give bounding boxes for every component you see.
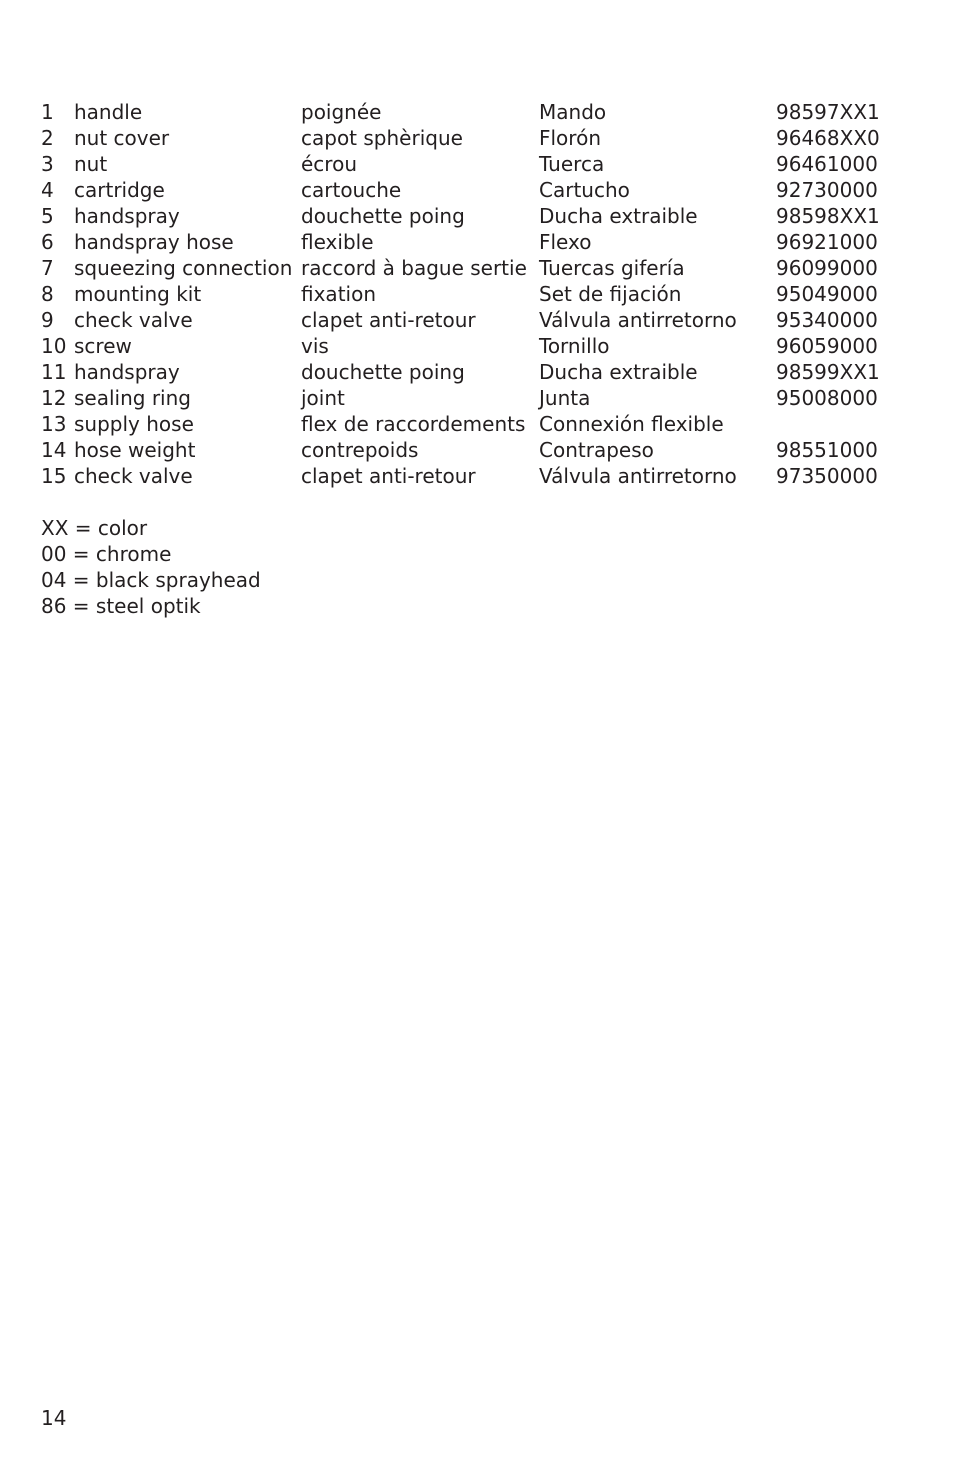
part-number: 13 <box>41 412 67 436</box>
part-name-en: handspray hose <box>74 230 234 254</box>
page-number: 14 <box>41 1406 67 1430</box>
legend-entry: XX = color <box>41 516 148 540</box>
part-row <box>41 229 921 255</box>
part-name-en: hose weight <box>74 438 196 462</box>
part-name-fr: clapet anti-retour <box>301 464 476 488</box>
part-number: 8 <box>41 282 54 306</box>
part-name-en: check valve <box>74 464 193 488</box>
part-name-fr: poignée <box>301 100 382 124</box>
part-name-en: mounting kit <box>74 282 202 306</box>
part-row <box>41 177 921 203</box>
part-name-es: Flexo <box>539 230 592 254</box>
legend-entry: 04 = black sprayhead <box>41 568 261 592</box>
part-number: 15 <box>41 464 67 488</box>
part-name-en: sealing ring <box>74 386 191 410</box>
part-name-es: Ducha extraible <box>539 204 698 228</box>
part-number: 2 <box>41 126 54 150</box>
legend-entry: 86 = steel optik <box>41 594 201 618</box>
part-name-en: screw <box>74 334 132 358</box>
part-number: 5 <box>41 204 54 228</box>
part-name-es: Florón <box>539 126 601 150</box>
part-number: 10 <box>41 334 67 358</box>
part-row <box>41 359 921 385</box>
article-number: 96461000 <box>776 152 878 176</box>
article-number: 96921000 <box>776 230 878 254</box>
part-name-fr: vis <box>301 334 329 358</box>
part-name-fr: écrou <box>301 152 357 176</box>
article-number: 95008000 <box>776 386 878 410</box>
part-number: 9 <box>41 308 54 332</box>
part-row <box>41 281 921 307</box>
part-name-en: supply hose <box>74 412 194 436</box>
part-name-es: Tornillo <box>539 334 610 358</box>
color-code-legend <box>41 515 261 619</box>
part-row <box>41 385 921 411</box>
part-name-fr: contrepoids <box>301 438 419 462</box>
article-number: 98551000 <box>776 438 878 462</box>
part-number: 1 <box>41 100 54 124</box>
part-name-es: Válvula antirretorno <box>539 464 737 488</box>
part-number: 3 <box>41 152 54 176</box>
part-name-en: check valve <box>74 308 193 332</box>
part-name-fr: joint <box>301 386 345 410</box>
part-number: 11 <box>41 360 67 384</box>
part-name-en: handle <box>74 100 143 124</box>
part-row <box>41 463 921 489</box>
part-row <box>41 255 921 281</box>
part-name-fr: capot sphèrique <box>301 126 463 150</box>
article-number: 96099000 <box>776 256 878 280</box>
part-number: 7 <box>41 256 54 280</box>
part-number: 14 <box>41 438 67 462</box>
part-row <box>41 151 921 177</box>
part-name-es: Cartucho <box>539 178 630 202</box>
article-number: 96059000 <box>776 334 878 358</box>
part-name-en: handspray <box>74 360 180 384</box>
part-name-fr: clapet anti-retour <box>301 308 476 332</box>
part-name-es: Tuercas gifería <box>539 256 685 280</box>
part-row <box>41 203 921 229</box>
part-name-en: nut cover <box>74 126 170 150</box>
part-name-en: squeezing connection <box>74 256 293 280</box>
legend-entry: 00 = chrome <box>41 542 172 566</box>
part-name-fr: flexible <box>301 230 374 254</box>
article-number: 95340000 <box>776 308 878 332</box>
part-name-fr: douchette poing <box>301 360 465 384</box>
article-number: 98597XX1 <box>776 100 880 124</box>
article-number: 98598XX1 <box>776 204 880 228</box>
part-name-es: Tuerca <box>539 152 605 176</box>
part-name-fr: fixation <box>301 282 376 306</box>
part-name-fr: douchette poing <box>301 204 465 228</box>
part-name-en: handspray <box>74 204 180 228</box>
part-name-en: nut <box>74 152 108 176</box>
part-row <box>41 437 921 463</box>
part-number: 6 <box>41 230 54 254</box>
article-number: 97350000 <box>776 464 878 488</box>
part-name-es: Mando <box>539 100 607 124</box>
part-row <box>41 411 921 437</box>
part-name-fr: flex de raccordements <box>301 412 526 436</box>
part-row <box>41 307 921 333</box>
parts-list <box>41 99 921 489</box>
article-number: 92730000 <box>776 178 878 202</box>
part-row <box>41 333 921 359</box>
article-number: 98599XX1 <box>776 360 880 384</box>
part-name-es: Ducha extraible <box>539 360 698 384</box>
part-name-es: Set de fijación <box>539 282 682 306</box>
article-number: 95049000 <box>776 282 878 306</box>
part-name-es: Válvula antirretorno <box>539 308 737 332</box>
part-number: 12 <box>41 386 67 410</box>
part-name-fr: raccord à bague sertie <box>301 256 527 280</box>
article-number: 96468XX0 <box>776 126 880 150</box>
part-row <box>41 125 921 151</box>
part-row <box>41 99 921 125</box>
part-number: 4 <box>41 178 54 202</box>
part-name-en: cartridge <box>74 178 165 202</box>
part-name-es: Junta <box>539 386 591 410</box>
part-name-es: Connexión flexible <box>539 412 724 436</box>
part-name-es: Contrapeso <box>539 438 654 462</box>
part-name-fr: cartouche <box>301 178 402 202</box>
